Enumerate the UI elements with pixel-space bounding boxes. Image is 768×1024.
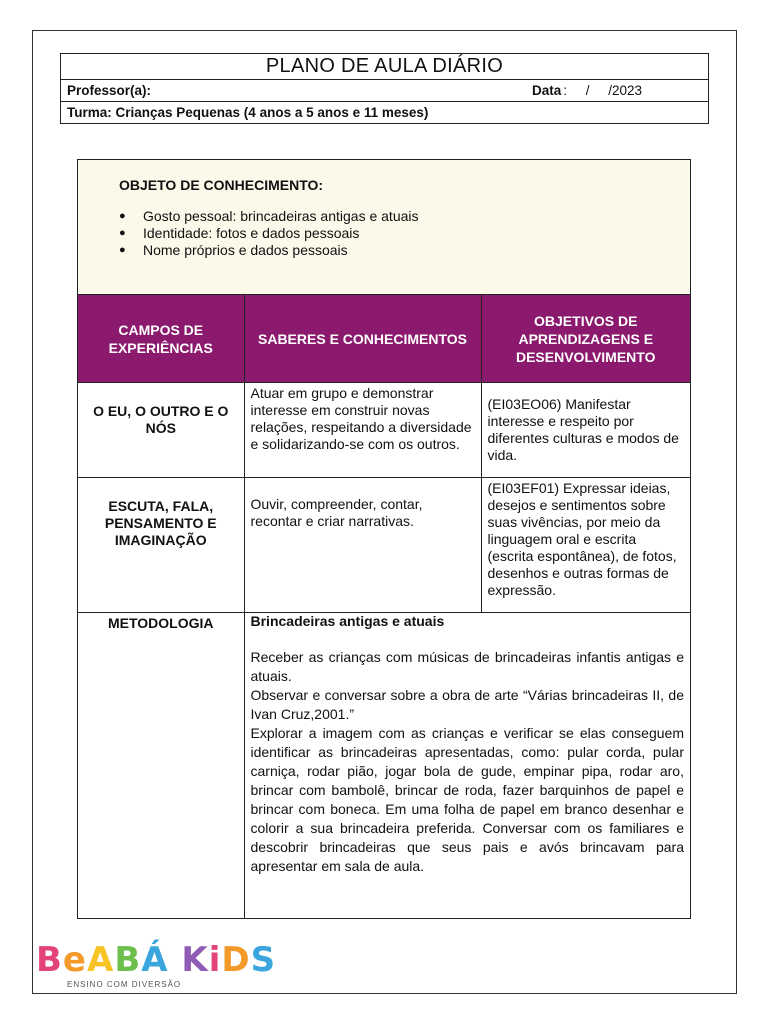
- metodologia-row: [78, 613, 690, 918]
- metodologia-paragraph: Receber as crianças com músicas de brincadeiras infantis antigas e atuais.: [250, 649, 684, 684]
- professor-label: Professor(a):: [67, 83, 152, 98]
- page-title: PLANO DE AULA DIÁRIO: [61, 54, 708, 80]
- date-field: [532, 80, 642, 101]
- campo-cell: ESCUTA, FALA, PENSAMENTO E IMAGINAÇÃO: [78, 478, 244, 613]
- table-header-row: [78, 295, 690, 383]
- metodologia-label: METODOLOGIA: [78, 613, 244, 918]
- objetivos-cell: (EI03EO06) Manifestar interesse e respeito por diferentes culturas e modos de vida.: [481, 383, 690, 478]
- header-saberes: SABERES E CONHECIMENTOS: [244, 295, 481, 383]
- date-value: : / /2023: [563, 83, 643, 98]
- bullet-icon: ●: [119, 227, 126, 239]
- metodologia-content: [244, 613, 690, 918]
- logo-letter: S: [250, 940, 277, 980]
- list-item: [119, 242, 690, 259]
- logo-letter: [169, 940, 182, 980]
- metodologia-paragraph: Explorar a imagem com as crianças e verificar se elas conseguem identificar as brincadeiras apresentadas, como: pular corda, pular carniça, rodar pião, jogar bola de gude, empinar pipa, rodar aro, brincar com bambolê, brincar de roda, fazer barquinhos de papel e brincar com boneca. Em uma folha de papel em branco desenhar e colorir a sua brincadeira preferida. Conversar com os familiares e descobrir brincadeiras que seus pais e avós brincavam para apresentar em sala de aula.: [250, 725, 684, 874]
- metodologia-title: Brincadeiras antigas e atuais: [250, 613, 445, 629]
- logo-letter: D: [221, 940, 251, 980]
- experiences-table: [78, 295, 690, 918]
- logo-letter: A: [86, 940, 115, 980]
- table-row: [78, 383, 690, 478]
- bullet-icon: ●: [119, 244, 126, 256]
- lesson-header: [60, 53, 709, 124]
- metodologia-paragraph: Observar e conversar sobre a obra de arte “Várias brincadeiras II, de Ivan Cruz,2001.”: [250, 687, 684, 722]
- list-item-text: Identidade: fotos e dados pessoais: [143, 225, 360, 241]
- table-row: [78, 478, 690, 613]
- header-objetivos: OBJETIVOS DE APRENDIZAGENS E DESENVOLVIMENTO: [481, 295, 690, 383]
- saberes-cell: Ouvir, compreender, contar, recontar e criar narrativas.: [244, 478, 481, 613]
- logo-letter: B: [114, 940, 142, 980]
- logo-letter: Á: [141, 940, 169, 980]
- objeto-section: [78, 160, 690, 295]
- logo-letter: i: [208, 940, 222, 980]
- turma-row: [61, 102, 708, 123]
- list-item-text: Gosto pessoal: brincadeiras antigas e atuais: [143, 208, 419, 224]
- list-item-text: Nome próprios e dados pessoais: [143, 242, 348, 258]
- logo-wordmark: [36, 940, 277, 980]
- professor-row: [61, 80, 708, 102]
- brand-logo: [36, 940, 277, 995]
- list-item: [119, 225, 690, 242]
- turma-label: Turma: Crianças Pequenas (4 anos a 5 anos e 11 meses): [67, 105, 429, 120]
- campo-cell: O EU, O OUTRO E O NÓS: [78, 383, 244, 478]
- lesson-plan-table: [77, 159, 691, 919]
- logo-letter: K: [181, 940, 209, 980]
- objetivos-cell: (EI03EF01) Expressar ideias, desejos e sentimentos sobre suas vivências, por meio da linguagem oral e escrita (escrita espontânea), de fotos, desenhos e outras formas de expressão.: [481, 478, 690, 613]
- bullet-icon: ●: [119, 210, 126, 222]
- date-label: Data: [532, 83, 562, 98]
- saberes-cell: Atuar em grupo e demonstrar interesse em construir novas relações, respeitando a diversidade e solidarizando-se com os outros.: [244, 383, 481, 478]
- list-item: [119, 208, 690, 225]
- objeto-title: OBJETO DE CONHECIMENTO:: [119, 177, 324, 193]
- logo-tagline: ENSINO COM DIVERSÃO: [67, 980, 182, 989]
- logo-letter: B: [36, 940, 63, 980]
- objeto-list: [119, 208, 690, 259]
- logo-letter: e: [62, 940, 87, 980]
- header-campos: CAMPOS DE EXPERIÊNCIAS: [78, 295, 244, 383]
